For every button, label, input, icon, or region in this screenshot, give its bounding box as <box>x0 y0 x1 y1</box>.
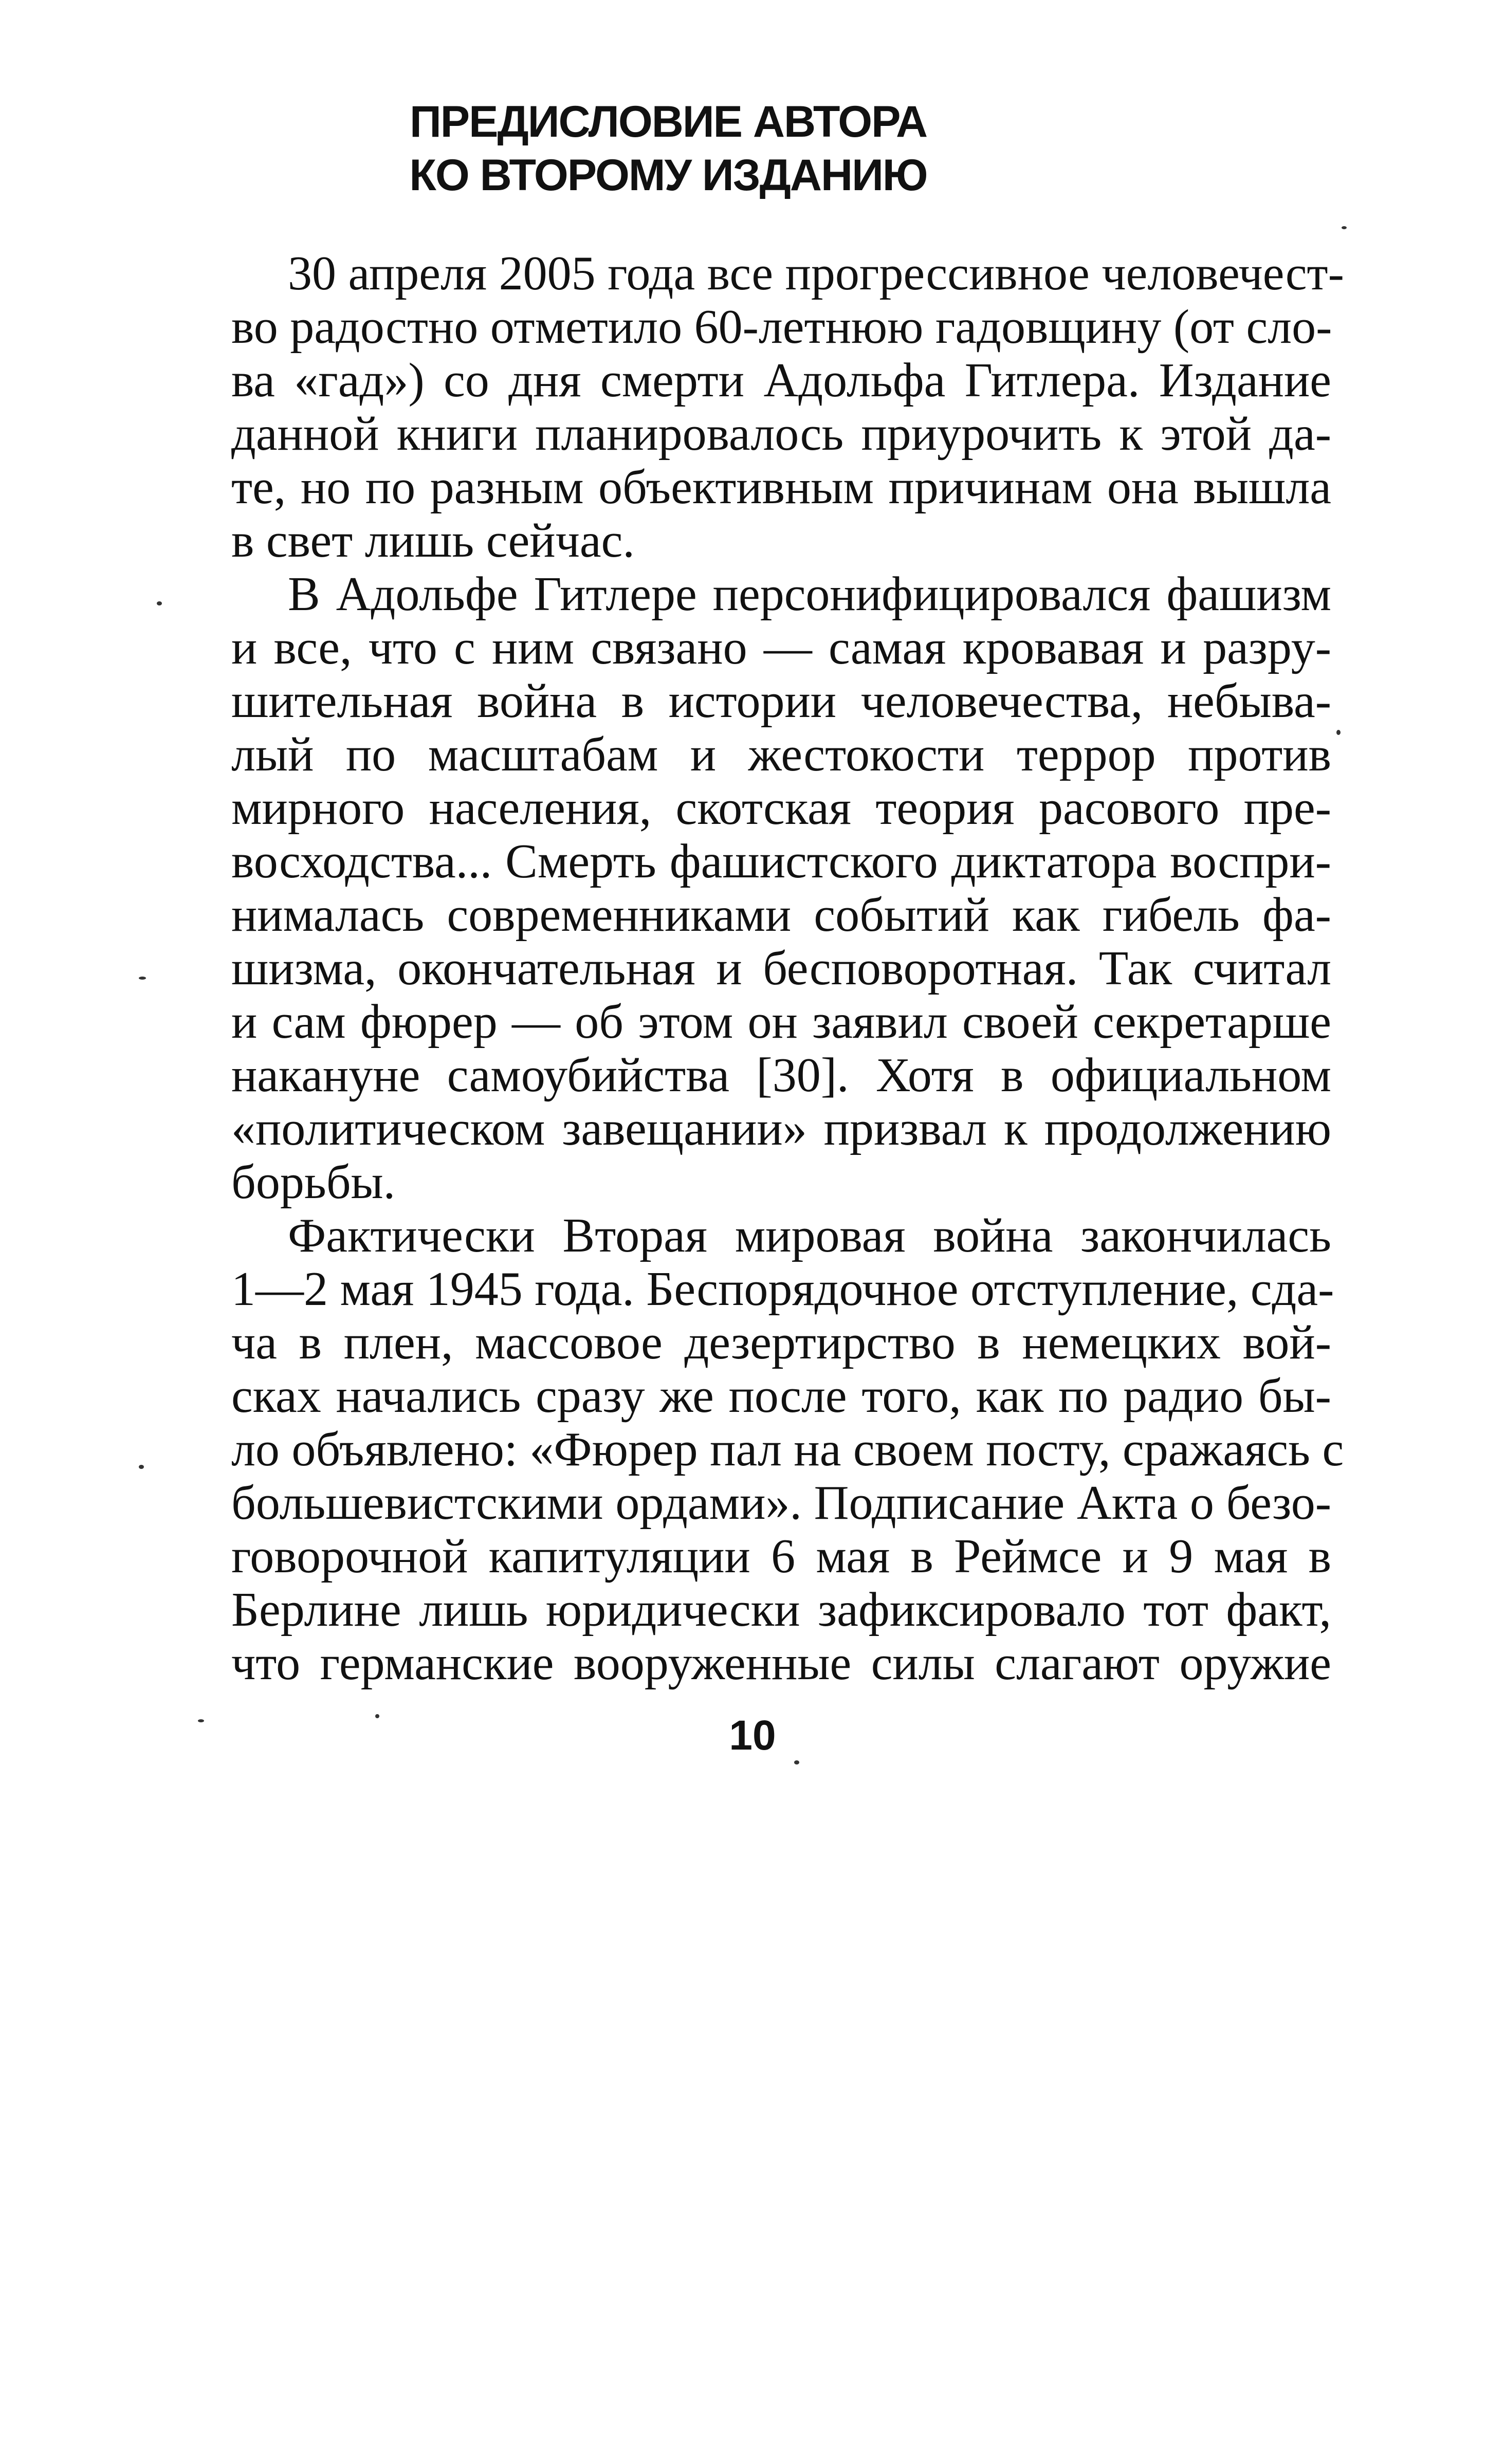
text-line: что германские вооруженные силы слагают оружие <box>231 1636 1331 1690</box>
text-line: сках начались сразу же после того, как по радио бы- <box>231 1369 1331 1423</box>
text-line: в свет лишь сейчас. <box>231 514 635 567</box>
text-line: лый по масштабам и жестокости террор против <box>231 728 1331 781</box>
text-line: и все, что с ним связано — самая кровавая и разру- <box>231 621 1331 674</box>
text-line: данной книги планировалось приурочить к этой да- <box>231 407 1331 461</box>
text-line: большевистскими ордами». Подписание Акта о безо- <box>231 1476 1331 1530</box>
text-line: говорочной капитуляции 6 мая в Реймсе и 9 мая в <box>231 1530 1331 1583</box>
paragraph-2 <box>175 567 1331 1209</box>
chapter-heading <box>170 95 1167 202</box>
page-number: 10 <box>729 1712 776 1759</box>
scan-speck <box>157 601 162 605</box>
scan-speck <box>198 1719 204 1722</box>
heading-line-1: ПРЕДИСЛОВИЕ АВТОРА <box>409 97 927 146</box>
body-text <box>175 247 1344 1690</box>
heading-line-2: КО ВТОРОМУ ИЗДАНИЮ <box>409 151 927 200</box>
text-line: мирного населения, скотская теория расового пре- <box>231 781 1331 835</box>
text-line: шизма, окончательная и бесповоротная. Так считал <box>231 942 1331 995</box>
text-line: «политическом завещании» призвал к продолжению <box>231 1102 1331 1155</box>
text-line: В Адольфе Гитлере персонифицировался фашизм <box>288 567 1331 621</box>
text-line: нималась современниками событий как гибель фа- <box>231 888 1331 942</box>
text-line: Берлине лишь юридически зафиксировало тот факт, <box>231 1583 1331 1636</box>
scan-speck <box>139 977 146 980</box>
paragraph-1 <box>175 247 1344 567</box>
text-line: 30 апреля 2005 года все прогрессивное человечест- <box>288 247 1344 300</box>
scan-speck <box>1342 226 1347 229</box>
text-line: шительная война в истории человечества, небыва- <box>231 674 1331 728</box>
scan-speck <box>375 1714 379 1718</box>
text-line: те, но по разным объективным причинам она вышла <box>231 461 1331 514</box>
text-line: во радостно отметило 60-летнюю гадовщину (от сло- <box>231 300 1332 354</box>
scan-speck <box>794 1760 799 1764</box>
text-line: Фактически Вторая мировая война закончилась <box>288 1209 1331 1262</box>
text-line: ва «гад») со дня смерти Адольфа Гитлера. Издание <box>231 354 1331 407</box>
scan-speck <box>1336 730 1341 735</box>
text-line: восходства... Смерть фашистского диктатора воспри- <box>231 835 1331 888</box>
text-line: и сам фюрер — об этом он заявил своей секретарше <box>231 995 1331 1049</box>
scan-speck <box>139 1465 144 1469</box>
text-line: ло объявлено: «Фюрер пал на своем посту, сражаясь с <box>231 1423 1344 1476</box>
text-line: ча в плен, массовое дезертирство в немецких вой- <box>231 1316 1331 1369</box>
paragraph-3 <box>175 1209 1344 1690</box>
text-line: борьбы. <box>231 1155 396 1209</box>
text-line: накануне самоубийства [30]. Хотя в официальном <box>231 1049 1331 1102</box>
text-line: 1—2 мая 1945 года. Беспорядочное отступление, сда- <box>231 1262 1334 1316</box>
